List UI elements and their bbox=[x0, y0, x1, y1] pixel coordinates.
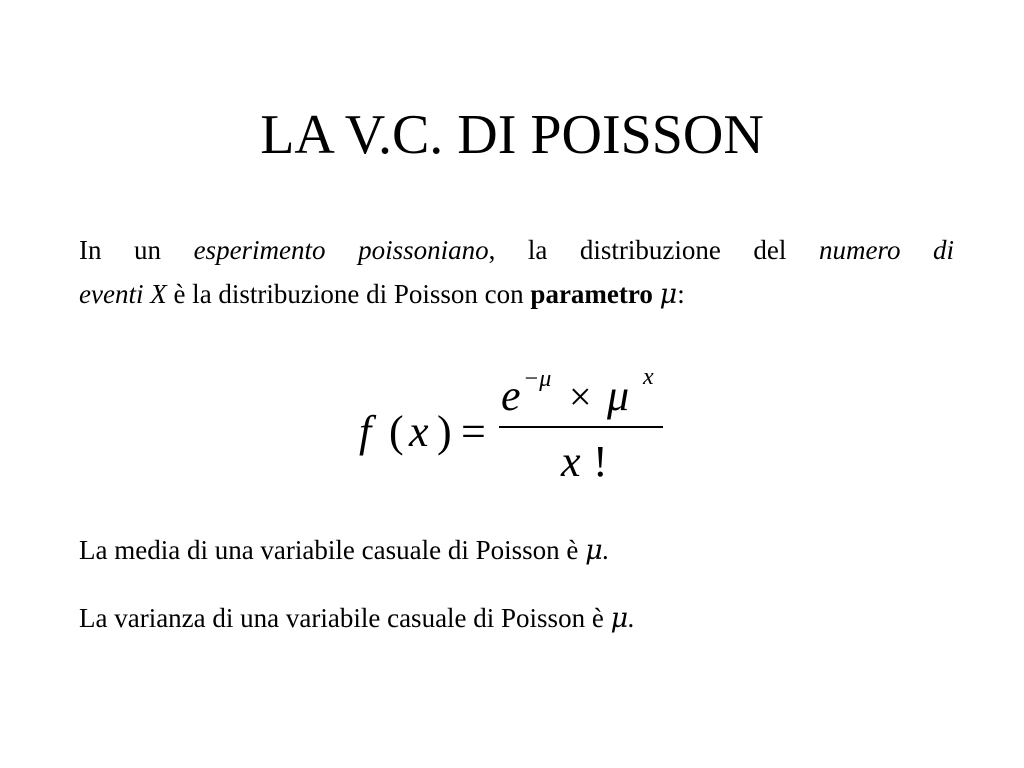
formula-equals: = bbox=[461, 407, 486, 456]
formula-factorial: ! bbox=[593, 437, 608, 486]
formula-svg bbox=[355, 360, 675, 490]
formula-f: f bbox=[359, 407, 372, 456]
intro-text-distribution: è la distribuzione di Poisson con bbox=[166, 279, 531, 309]
mean-statement bbox=[79, 532, 609, 569]
intro-mu-symbol: μ bbox=[659, 279, 678, 310]
formula-mu: μ bbox=[607, 371, 630, 420]
formula-e-exponent: −μ bbox=[523, 366, 552, 392]
formula-times: × bbox=[569, 374, 592, 419]
variance-mu-symbol: μ bbox=[610, 603, 629, 634]
variance-period: . bbox=[628, 603, 635, 633]
variance-text: La varianza di una variabile casuale di Poisson è bbox=[79, 603, 611, 633]
formula-mu-exponent: x bbox=[643, 364, 654, 390]
intro-paragraph bbox=[79, 228, 954, 317]
intro-italic-number: numero di bbox=[818, 235, 954, 265]
formula-e: e bbox=[501, 371, 521, 420]
intro-line-2 bbox=[79, 272, 954, 317]
intro-text-mid: , la distribuzione del bbox=[488, 235, 819, 265]
formula-close-paren: ) bbox=[437, 407, 452, 456]
slide-title: LA V.C. DI POISSON bbox=[260, 104, 764, 166]
mean-period: . bbox=[602, 535, 610, 565]
poisson-formula bbox=[355, 360, 675, 490]
mean-mu-symbol: μ bbox=[585, 535, 603, 566]
intro-italic-experiment: esperimento poissoniano bbox=[193, 235, 489, 265]
intro-bold-parameter: parametro bbox=[530, 279, 653, 309]
variance-statement bbox=[79, 600, 635, 637]
mean-text: La media di una variabile casuale di Poisson è bbox=[79, 535, 586, 565]
intro-space bbox=[653, 279, 660, 309]
formula-open-paren: ( bbox=[389, 407, 404, 456]
formula-den-x: x bbox=[561, 437, 581, 486]
formula-x: x bbox=[409, 407, 429, 456]
intro-colon: : bbox=[677, 279, 685, 309]
intro-text-pre: In un bbox=[79, 235, 194, 265]
intro-italic-events: eventi X bbox=[79, 279, 167, 309]
intro-line-1 bbox=[79, 228, 954, 272]
